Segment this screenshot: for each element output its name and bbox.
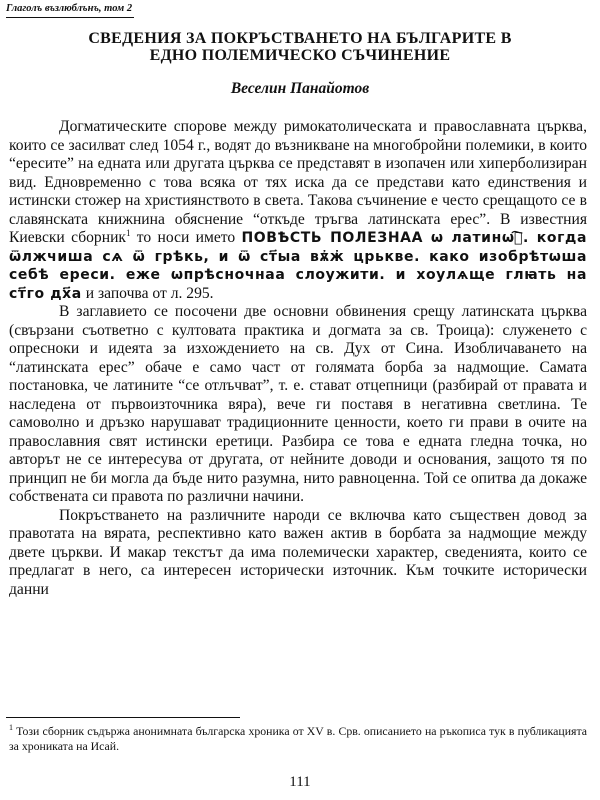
paragraph-2: В заглавието се посочени две основни обвинения срещу латинската църква (свързани съответно с култовата практика и догмата за св. Троица): служенето с опресноки и идеята за изхождението на св. Дух от Сина. Изобличаването на “латинската ерес” обаче е само част от голямата борба за надмощие. Самата постановка, че латините “се отлъчват”, т. е. стават отцепници (разбирай от правата и наследена от първоизточника вяра), вече ги поставя в негативна светлина. Те самоволно и дръзко нарушават традиционните ценности, което ги прави в очите на православния свят истински еретици. Разбира се това е едната гледна точка, но авторът не се интересува от другата, от нейните доводи и основания, защото тя по принцип не би могла да бъде нито разумна, нито равноценна. Той се опитва да докаже собствената си правота по различни начини.: [9, 303, 587, 505]
footnote-reference: 1: [126, 227, 131, 238]
paragraph-1-text-a: Догматическите спорове между римокатолическата и православната църква, които се засилват след 1054 г., водят до възникване на многобройни полемики, в които “ересите” на едната или другата църква се представят в изопачен или хиперболизиран вид. Едновременно с това всяка от тях иска да се представи като единствения и истински стожер на християнството в света. Такова съчинение е често срещащото се в славянската книжнина обяснение “откъде тръгва латинската ерес”. В известния Киевски сборник: [9, 118, 587, 246]
paragraph-1: [9, 118, 587, 303]
author-name: Веселин Панайотов: [230, 80, 370, 97]
running-head-rule: [6, 17, 134, 18]
footnote-separator: [6, 717, 240, 718]
paragraph-1-text-b: то носи името: [130, 229, 242, 246]
footnote-text: Този сборник съдържа анонимната българска хроника от XV в. Срв. описанието на ръкописа тук в публикацията за хрониката на Исай.: [9, 724, 587, 753]
footnote: [9, 724, 587, 754]
running-head: Глаголъ възлюблънъ, том 2: [6, 3, 133, 14]
paragraph-3: Покръстването на различните народи се включва като съществен довод за правотата на вярата, респективно като важен актив в борбата за надмощие между двете църкви. И макар текстът да има полемически характер, сведенията, които се предлагат в него, са интересен исторически източник. Към точките исторически данни: [9, 506, 587, 598]
title-line-1: СВЕДЕНИЯ ЗА ПОКРЪСТВАНЕТО НА БЪЛГАРИТЕ В: [88, 30, 512, 47]
title-line-2: ЕДНО ПОЛЕМИЧЕСКО СЪЧИНЕНИЕ: [149, 47, 451, 64]
article-body: [9, 118, 587, 599]
page-number: 111: [289, 774, 311, 790]
paragraph-1-text-c: и започва от л. 295.: [81, 284, 214, 302]
footnote-marker: 1: [9, 723, 13, 733]
church-slavonic-title: ПОВѢСТЬ ПОЛЕЗНАА ѡ латинѡⷯ҇. когда ѿлжчиша сѧ ѿ грѣкь, и ѿ ст҃ыа вѫ҆ж҆ црькве. како изобрѣтѡша себѣ ереси. еже ѡпрѣсночнаа слоужити. и хоулѧще глꙗть на ст҃го дх҃а: [9, 230, 587, 302]
article-title: [30, 30, 570, 64]
